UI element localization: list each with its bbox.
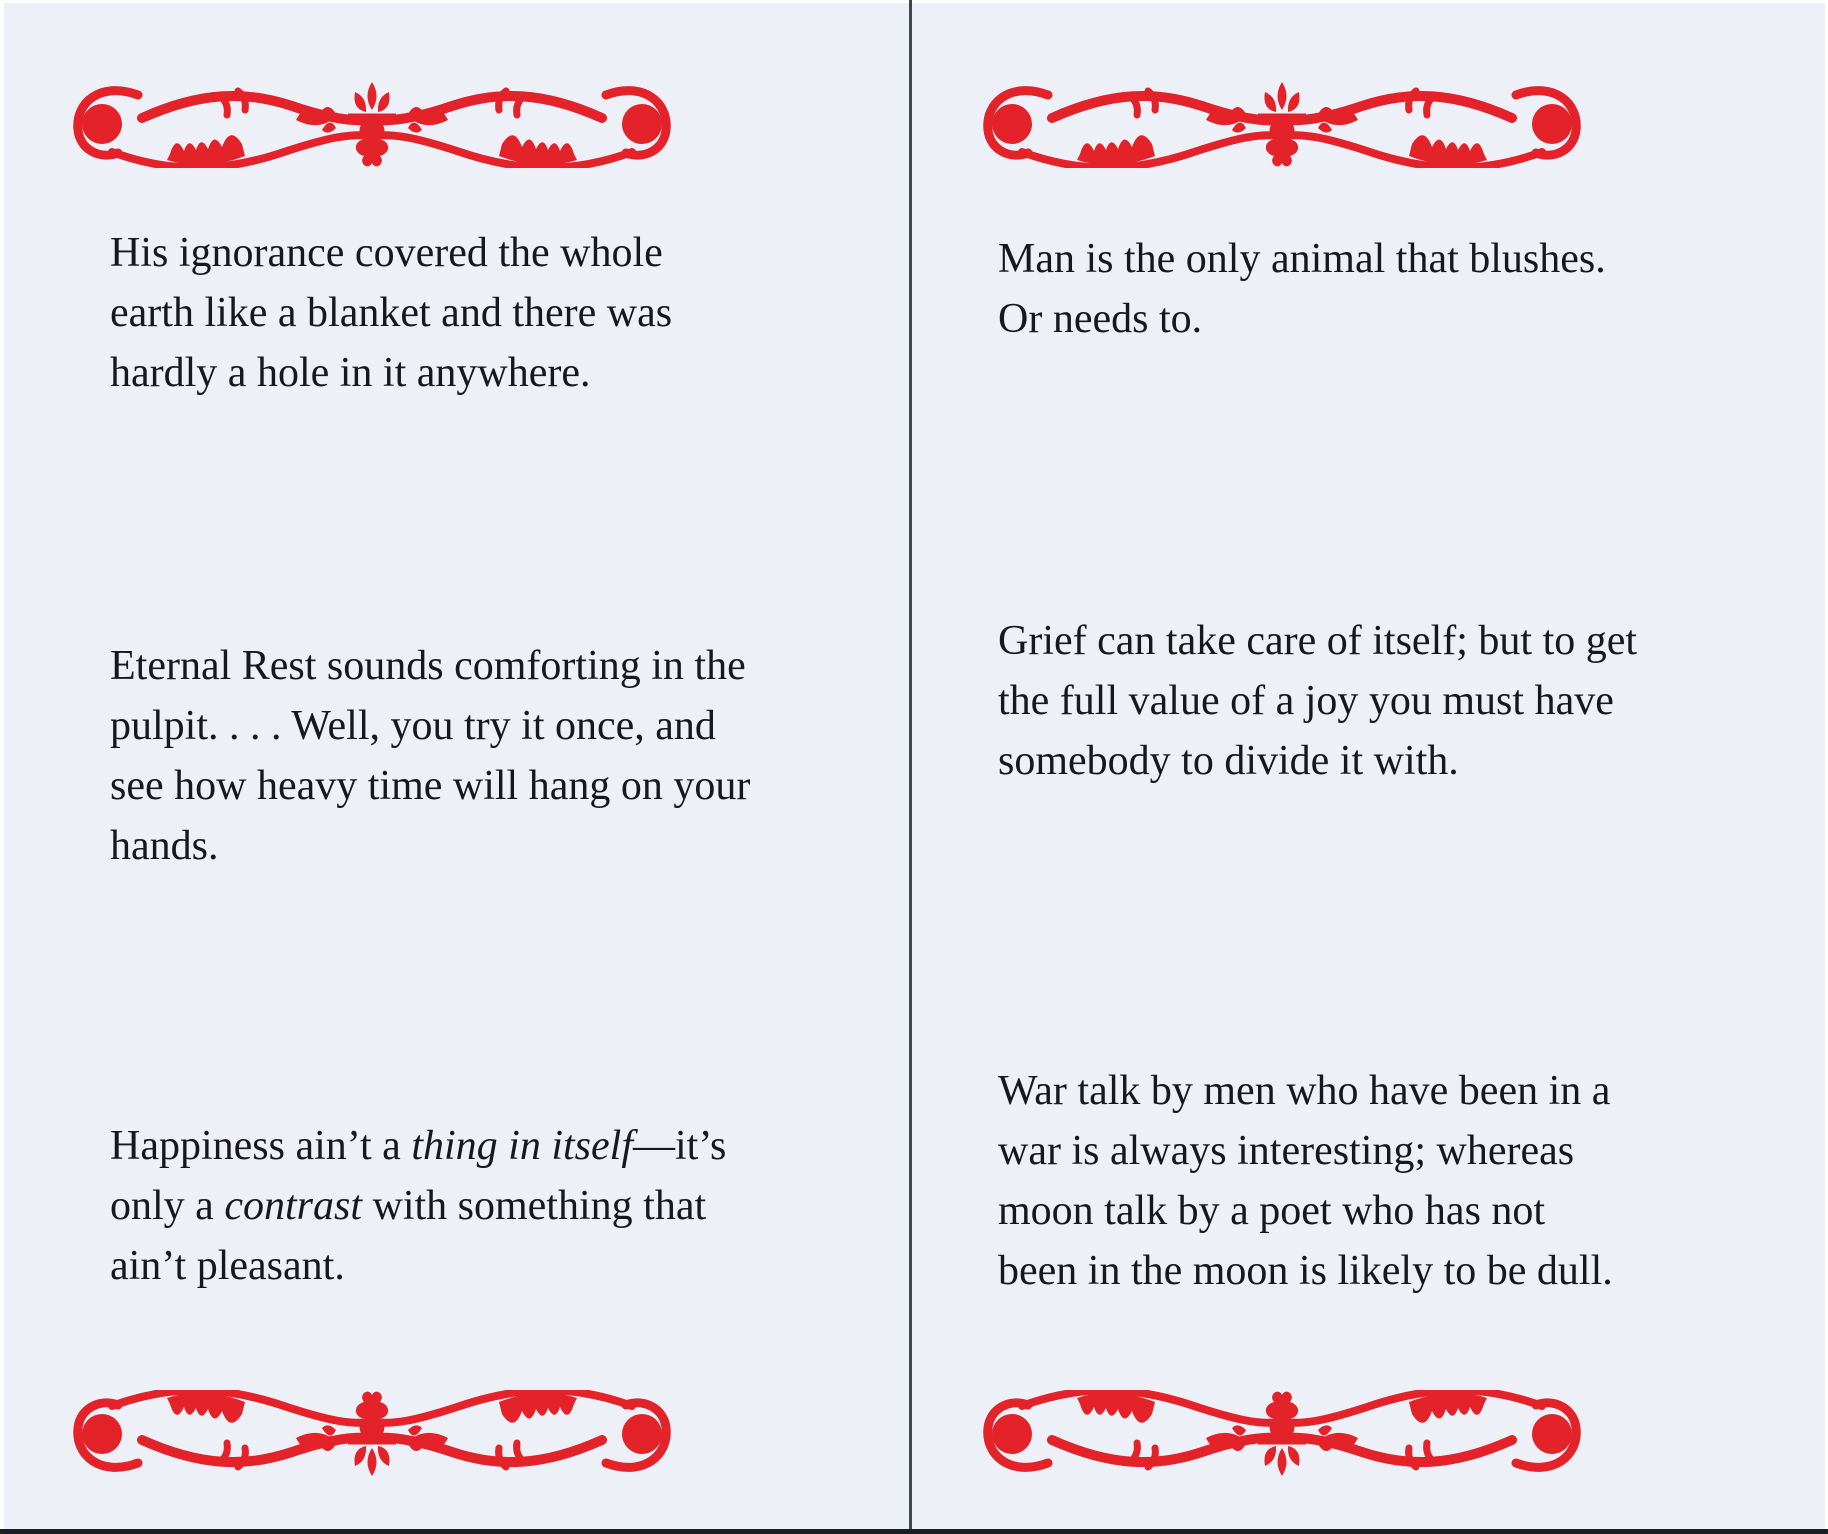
quote-text: hardly a hole in it anywhere. <box>110 350 591 396</box>
quote-text-italic: thing in itself <box>411 1123 633 1169</box>
quote-text: with something that <box>361 1183 707 1229</box>
quote-text: moon talk by a poet who has not <box>998 1188 1546 1234</box>
quote-text: Or needs to. <box>998 296 1203 342</box>
quote <box>998 611 1637 791</box>
quote <box>998 229 1606 349</box>
page-divider-line <box>909 0 912 1534</box>
quote-text: pulpit. . . . Well, you try it once, and <box>110 703 716 749</box>
quote-text: the full value of a joy you must have <box>998 678 1614 724</box>
quote-line <box>998 1181 1613 1241</box>
flourish-ornament-icon <box>72 1390 672 1482</box>
quote-line <box>110 636 750 696</box>
quote <box>110 636 750 876</box>
quote-text: Man is the only animal that blushes. <box>998 236 1606 282</box>
quote-line <box>998 1241 1613 1301</box>
quote-column-right <box>911 0 1828 1534</box>
quote <box>110 223 672 403</box>
quote-text: war is always interesting; whereas <box>998 1128 1575 1174</box>
flourish-ornament-icon <box>982 1390 1582 1482</box>
quote-text: hands. <box>110 823 219 869</box>
quote-text: Happiness ain’t a <box>110 1123 412 1169</box>
quote-column-left <box>0 0 911 1534</box>
quote-line <box>110 756 750 816</box>
quote-line <box>110 1176 726 1236</box>
quote <box>998 1061 1613 1301</box>
quote-text: earth like a blanket and there was <box>110 290 673 336</box>
quote-line <box>110 223 672 283</box>
quote-line <box>110 1116 726 1176</box>
page-right <box>911 0 1828 1534</box>
quote-text: —it’s <box>633 1123 727 1169</box>
quote-line <box>110 696 750 756</box>
quote-line <box>110 1236 726 1296</box>
quote-text: War talk by men who have been in a <box>998 1068 1611 1114</box>
quote-text: been in the moon is likely to be dull. <box>998 1248 1613 1294</box>
quote-text: Grief can take care of itself; but to get <box>998 618 1638 664</box>
quote-line <box>998 1121 1613 1181</box>
quote-text-italic: contrast <box>224 1183 362 1229</box>
quote-line <box>110 283 672 343</box>
quote-text: only a <box>110 1183 225 1229</box>
quote-line <box>110 343 672 403</box>
quote-line <box>998 229 1606 289</box>
quote-line <box>998 289 1606 349</box>
quote-text: His ignorance covered the whole <box>110 230 663 276</box>
bottom-edge-line <box>0 1529 1828 1534</box>
quote-text: see how heavy time will hang on your <box>110 763 751 809</box>
quote-line <box>998 1061 1613 1121</box>
quote-line <box>998 671 1637 731</box>
quote-line <box>998 611 1637 671</box>
quote-line <box>998 731 1637 791</box>
quote-text: somebody to divide it with. <box>998 738 1459 784</box>
quote <box>110 1116 726 1296</box>
page-left <box>0 0 911 1534</box>
quote-text: Eternal Rest sounds comforting in the <box>110 643 746 689</box>
quote-line <box>110 816 750 876</box>
quote-text: ain’t pleasant. <box>110 1243 345 1289</box>
